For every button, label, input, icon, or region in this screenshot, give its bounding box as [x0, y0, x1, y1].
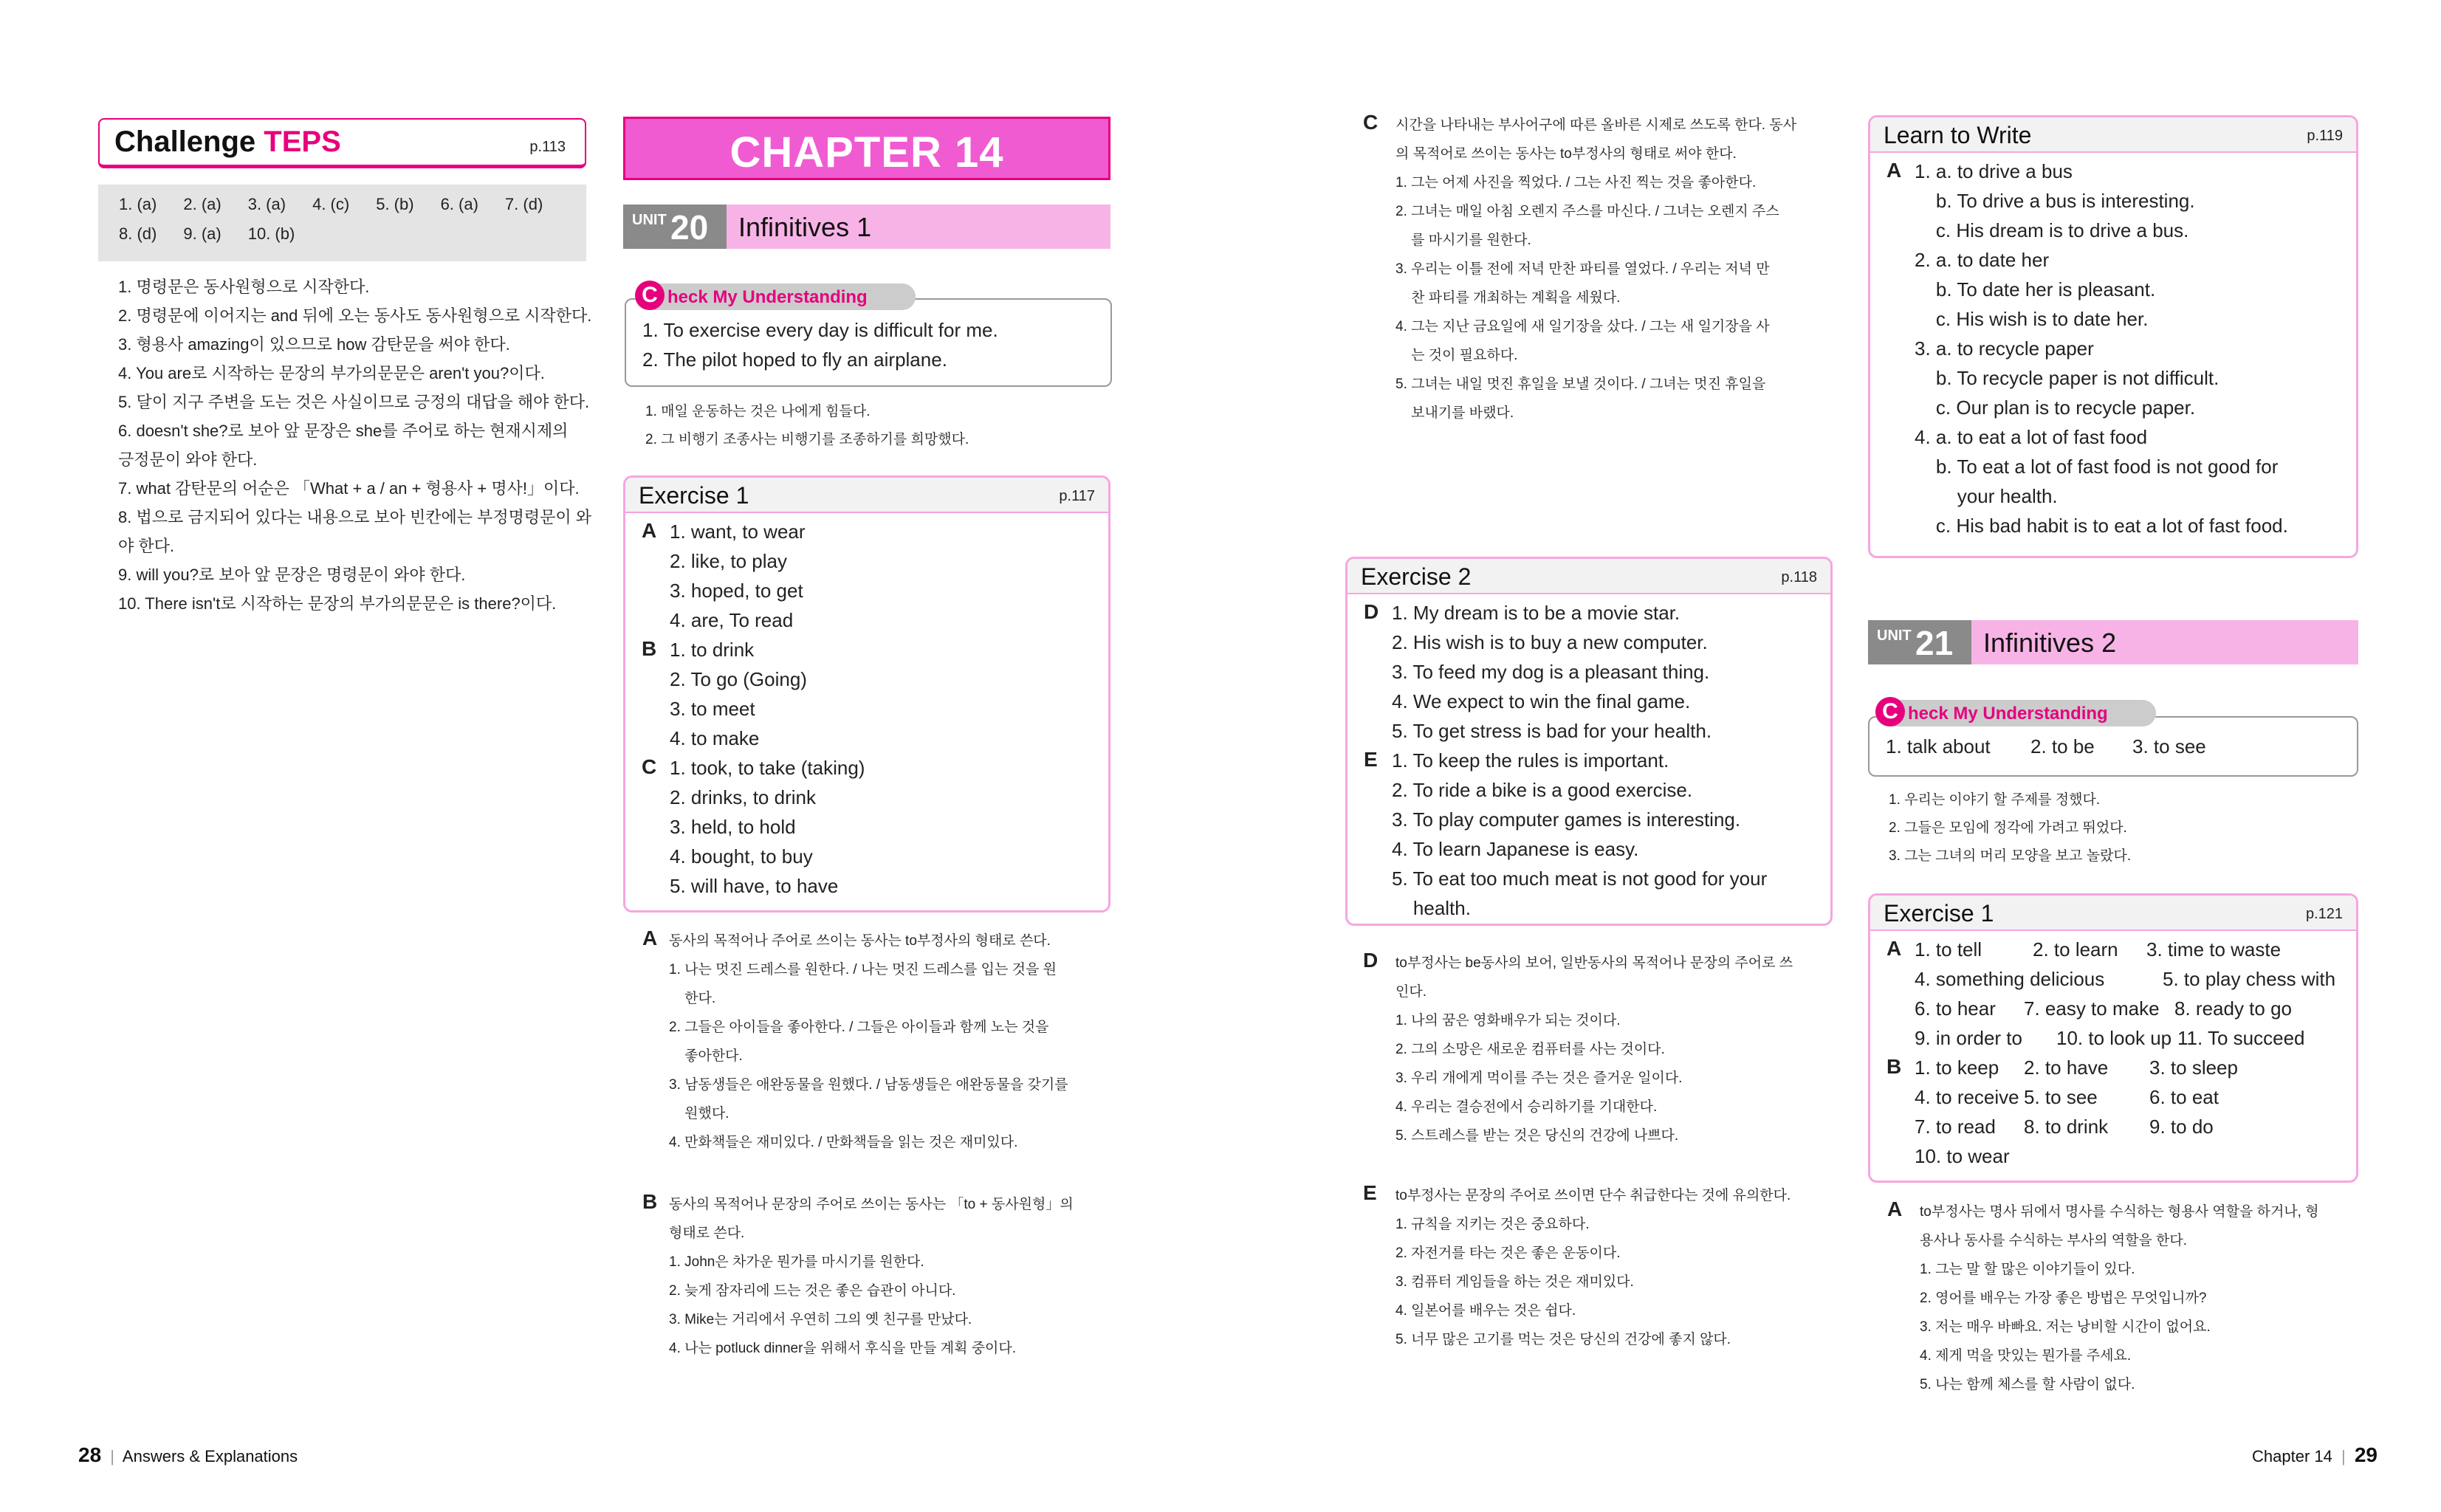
- explanation-line: 용사나 동사를 수식하는 부사의 역할을 한다.: [1920, 1233, 2188, 1248]
- check-understanding-box: [625, 298, 1112, 387]
- explanation-line: 1. 그는 어제 사진을 찍었다. / 그는 사진 찍는 것을 좋아한다.: [1395, 175, 1757, 190]
- answer-text: b. To recycle paper is not difficult.: [1915, 367, 2219, 389]
- page-ref: p.119: [2307, 128, 2343, 144]
- explanation-line: 긍정문이 와야 한다.: [118, 450, 258, 469]
- answer-text: 4. We expect to win the final game.: [1392, 690, 1691, 712]
- explanation-line: 3. 형용사 amazing이 있으므로 how 감탄문을 써야 한다.: [118, 335, 510, 354]
- explanation-line: 1. 나의 꿈은 영화배우가 되는 것이다.: [1395, 1013, 1621, 1028]
- answer-text: 2. like, to play: [670, 550, 787, 572]
- footer-label: Chapter 14: [2252, 1447, 2332, 1465]
- answer-text: 2. To ride a bike is a good exercise.: [1392, 779, 1693, 801]
- answer-text: health.: [1392, 897, 1471, 919]
- answer-text: 8. ready to go: [2174, 997, 2292, 1020]
- answer-text: b. To drive a bus is interesting.: [1915, 190, 2195, 212]
- answer-text: 3. time to waste: [2146, 938, 2282, 961]
- answer-text: 3. To feed my dog is a pleasant thing.: [1392, 661, 1710, 683]
- explanation-line: 5. 그녀는 내일 멋진 휴일을 보낼 것이다. / 그녀는 멋진 휴일을: [1395, 377, 1766, 392]
- explanation-line: 1. 나는 멋진 드레스를 원한다. / 나는 멋진 드레스를 입는 것을 원: [669, 962, 1057, 977]
- answer-text: 1. to keep: [1915, 1056, 1999, 1079]
- section-title: Learn to Write: [1884, 122, 2032, 148]
- answer-text: 8. to drink: [2024, 1116, 2109, 1138]
- answer-text: 2. To go (Going): [670, 668, 807, 690]
- answer-text: 3. To play computer games is interesting.: [1392, 808, 1741, 831]
- footer-label: Answers & Explanations: [122, 1447, 298, 1465]
- explanation-line: 4. 나는 potluck dinner을 위해서 후식을 만들 계획 중이다.: [669, 1341, 1017, 1356]
- check-c-icon: C: [1875, 697, 1905, 726]
- unit-badge: UNIT 21: [1868, 620, 1971, 664]
- answer-text: 2. to learn: [2033, 938, 2118, 961]
- explanation-line: 1. 그는 말 할 많은 이야기들이 있다.: [1920, 1262, 2135, 1277]
- unit-title: Infinitives 1: [738, 212, 872, 242]
- answer-text: c. Our plan is to recycle paper.: [1915, 396, 2196, 419]
- answer-text: 7. to read: [1915, 1116, 1996, 1138]
- answer-text: 2. drinks, to drink: [670, 786, 816, 808]
- explanation-line: 형태로 쓴다.: [669, 1226, 745, 1241]
- answer-text: your health.: [1915, 485, 2058, 507]
- answer-row: 8. (d) 9. (a) 10. (b): [119, 224, 295, 243]
- explanation-line: 한다.: [669, 991, 716, 1006]
- explanation-line: 는 것이 필요하다.: [1395, 348, 1518, 363]
- answer-text: 3. hoped, to get: [670, 580, 803, 602]
- learn-to-write-box: [1868, 115, 2358, 558]
- check-understanding-tag: C heck My Understanding: [635, 284, 916, 310]
- explanation-line: 2. 그녀는 매일 아침 오렌지 주스를 마신다. / 그녀는 오렌지 주스: [1395, 204, 1779, 219]
- section-letter: A: [1886, 937, 1902, 960]
- explanation-line: 4. 일본어를 배우는 것은 쉽다.: [1395, 1303, 1576, 1319]
- answer-text: 5. to see: [2024, 1086, 2098, 1108]
- explanation-line: 2. 자전거를 타는 것은 좋은 운동이다.: [1395, 1245, 1621, 1261]
- answer-row: 1. (a) 2. (a) 3. (a) 4. (c) 5. (b) 6. (a) 7. (d): [119, 195, 543, 213]
- challenge-page-ref: p.113: [529, 139, 566, 155]
- explanation-line: 4. 제게 먹을 맛있는 뭔가를 주세요.: [1920, 1348, 2132, 1364]
- answer-text: 4. a. to eat a lot of fast food: [1915, 426, 2148, 448]
- explanation-line: 원했다.: [669, 1106, 729, 1121]
- section-letter: B: [1886, 1055, 1902, 1078]
- section-letter: E: [1364, 748, 1378, 771]
- answer-text: 7. easy to make: [2024, 997, 2160, 1020]
- unit-badge: UNIT 20: [623, 205, 727, 249]
- answer-text: 2. a. to date her: [1915, 249, 2050, 271]
- answer-text: 3. to meet: [670, 698, 755, 720]
- unit-title: Infinitives 2: [1983, 628, 2117, 658]
- challenge-answer-key: [98, 185, 586, 261]
- answer-text: 5. to play chess with: [2163, 968, 2336, 990]
- section-letter: C: [642, 755, 657, 778]
- answer-text: 1. My dream is to be a movie star.: [1392, 602, 1680, 624]
- explanation-line: 4. You are로 시작하는 문장의 부가의문문은 aren't you?이다.: [118, 364, 545, 382]
- check-understanding-tag: C heck My Understanding: [1875, 700, 2156, 726]
- explanation-line: 8. 법으로 금지되어 있다는 내용으로 보아 빈칸에는 부정명령문이 와: [118, 508, 592, 526]
- explanation-line: 3. 우리는 이틀 전에 저녁 만찬 파티를 열었다. / 우리는 저녁 만: [1395, 261, 1770, 277]
- answer-text: 4. to receive: [1915, 1086, 2019, 1108]
- explanation-line: 5. 나는 함께 체스를 할 사람이 없다.: [1920, 1377, 2135, 1392]
- explanation-line: 4. 우리는 결승전에서 승리하기를 기대한다.: [1395, 1099, 1658, 1115]
- explanation-line: to부정사는 be동사의 보어, 일반동사의 목적어나 문장의 주어로 쓰: [1395, 955, 1793, 971]
- page-number: 28: [78, 1443, 102, 1466]
- answer-text: 9. in order to: [1915, 1027, 2022, 1049]
- section-letter: A: [642, 519, 657, 542]
- explanation-line: 3. 우리 개에게 먹이를 주는 것은 즐거운 일이다.: [1395, 1071, 1683, 1086]
- cmu-answer: 1. To exercise every day is difficult for me.: [642, 319, 998, 341]
- answer-text: 2. His wish is to buy a new computer.: [1392, 631, 1708, 653]
- answer-text: 1. took, to take (taking): [670, 757, 865, 779]
- explanation-line: 2. 명령문에 이어지는 and 뒤에 오는 동사도 동사원형으로 시작한다.: [118, 306, 592, 325]
- answer-text: 3. held, to hold: [670, 816, 796, 838]
- answer-text: c. His dream is to drive a bus.: [1915, 219, 2189, 241]
- explanation-line: 5. 너무 많은 고기를 먹는 것은 당신의 건강에 좋지 않다.: [1395, 1332, 1731, 1347]
- explanation-line: 3. 남동생들은 애완동물을 원했다. / 남동생들은 애완동물을 갖기를: [669, 1077, 1068, 1093]
- answer-text: 4. To learn Japanese is easy.: [1392, 838, 1639, 860]
- section-letter: A: [1886, 159, 1902, 182]
- explanation-line: 야 한다.: [118, 537, 174, 555]
- explanation-line: 찬 파티를 개최하는 계획을 세웠다.: [1395, 290, 1621, 306]
- explanation-line: 3. 컴퓨터 게임들을 하는 것은 재미있다.: [1395, 1274, 1634, 1290]
- explanation-line: to부정사는 명사 뒤에서 명사를 수식하는 형용사 역할을 하거나, 형: [1920, 1204, 2319, 1220]
- explanation-line: 1. John은 차가운 뭔가를 마시기를 원한다.: [669, 1254, 924, 1270]
- answer-text: 1. a. to drive a bus: [1915, 160, 2073, 182]
- answer-text: 3. a. to recycle paper: [1915, 337, 2094, 360]
- section-letter: D: [1364, 600, 1379, 623]
- page-number: 29: [2354, 1443, 2378, 1466]
- explanation-line: 동사의 목적어나 문장의 주어로 쓰이는 동사는 「to + 동사원형」의: [669, 1197, 1074, 1212]
- answer-text: 10. to look up: [2056, 1027, 2172, 1049]
- explanation-line: 시간을 나타내는 부사어구에 따른 올바른 시제로 쓰도록 한다. 동사: [1395, 117, 1797, 133]
- explanation-line: 2. 그들은 아이들을 좋아한다. / 그들은 아이들과 함께 노는 것을: [669, 1020, 1049, 1035]
- unit-20-bar: [623, 205, 1110, 249]
- cmu-answer: 2. The pilot hoped to fly an airplane.: [642, 348, 947, 371]
- answer-text: c. His bad habit is to eat a lot of fast food.: [1915, 515, 2288, 537]
- answer-text: 2. to have: [2024, 1056, 2109, 1079]
- explanation-line: 5. 스트레스를 받는 것은 당신의 건강에 나쁘다.: [1395, 1128, 1679, 1144]
- section-letter: B: [642, 637, 657, 660]
- answer-text: 4. are, To read: [670, 609, 794, 631]
- explanation-line: 10. There isn't로 시작하는 문장의 부가의문문은 is there?이다.: [118, 594, 557, 613]
- explanation-line: 3. Mike는 거리에서 우연히 그의 옛 친구를 만났다.: [669, 1312, 972, 1327]
- exercise-title: Exercise 1: [1884, 900, 1994, 927]
- check-understanding-box: 1. talk about 2. to be 3. to see: [1868, 716, 2358, 777]
- challenge-title: Challenge TEPS: [114, 126, 341, 158]
- explanation-line: 9. will you?로 보아 앞 문장은 명령문이 와야 한다.: [118, 566, 466, 584]
- explanation-line: 5. 달이 지구 주변을 도는 것은 사실이므로 긍정의 대답을 해야 한다.: [118, 393, 590, 411]
- check-c-icon: C: [635, 281, 665, 310]
- answer-text: 4. bought, to buy: [670, 845, 813, 867]
- answer-text: 3. to sleep: [2149, 1056, 2238, 1079]
- page-ref: p.117: [1059, 488, 1095, 504]
- explanation-line: 인다.: [1395, 984, 1427, 1000]
- explanation-line: 좋아한다.: [669, 1048, 743, 1064]
- chapter-banner: [623, 117, 1110, 180]
- answer-text: 1. To keep the rules is important.: [1392, 749, 1669, 772]
- footer-right: Chapter 14 | 29: [2252, 1443, 2378, 1466]
- page-ref: p.121: [2305, 906, 2343, 922]
- explanation-line: 의 목적어로 쓰이는 동사는 to부정사의 형태로 써야 한다.: [1395, 146, 1737, 162]
- explanation-line: 2. 늦게 잠자리에 드는 것은 좋은 습관이 아니다.: [669, 1283, 956, 1299]
- explanation-line: 2. 영어를 배우는 가장 좋은 방법은 무엇입니까?: [1920, 1291, 2207, 1306]
- exercise-2-box: [1345, 557, 1833, 926]
- exercise-title: Exercise 1: [639, 482, 749, 509]
- answer-text: 5. To eat too much meat is not good for your: [1392, 867, 1768, 890]
- answer-text: 6. to hear: [1915, 997, 1996, 1020]
- explanation-line: 2. 그의 소망은 새로운 컴퓨터를 사는 것이다.: [1395, 1042, 1665, 1057]
- chapter-title: CHAPTER 14: [729, 128, 1004, 176]
- explanation-line: 4. 그는 지난 금요일에 새 일기장을 샀다. / 그는 새 일기장을 사: [1395, 319, 1770, 334]
- explanation-line: 4. 만화책들은 재미있다. / 만화책들을 읽는 것은 재미있다.: [669, 1135, 1018, 1150]
- explanation-line: 동사의 목적어나 주어로 쓰이는 동사는 to부정사의 형태로 쓴다.: [669, 933, 1051, 949]
- explanation-line: 1. 명령문은 동사원형으로 시작한다.: [118, 278, 370, 296]
- explanation-line: 3. 저는 매우 바빠요. 저는 낭비할 시간이 없어요.: [1920, 1319, 2211, 1335]
- explanation-line: 1. 규칙을 지키는 것은 중요하다.: [1395, 1217, 1590, 1232]
- answer-text: 10. to wear: [1915, 1145, 2010, 1167]
- explanation-line: 7. what 감탄문의 어순은 「What + a / an + 형용사 + 명사!」이다.: [118, 479, 580, 498]
- answer-text: c. His wish is to date her.: [1915, 308, 2149, 330]
- answer-text: 4. to make: [670, 727, 760, 749]
- answer-text: 6. to eat: [2149, 1086, 2219, 1108]
- answer-text: 4. something delicious: [1915, 968, 2105, 990]
- answer-text: b. To eat a lot of fast food is not good for: [1915, 456, 2279, 478]
- explanation-line: to부정사는 문장의 주어로 쓰이면 단수 취급한다는 것에 유의한다.: [1395, 1188, 1791, 1203]
- explanation-line: 6. doesn't she?로 보아 앞 문장은 she를 주어로 하는 현재시제의: [118, 422, 569, 440]
- page-ref: p.118: [1781, 569, 1817, 585]
- exercise-title: Exercise 2: [1361, 563, 1472, 590]
- answer-text: 5. will have, to have: [670, 875, 839, 897]
- answer-text: 1. want, to wear: [670, 520, 806, 543]
- answer-text: 9. to do: [2149, 1116, 2214, 1138]
- exercise-1-box-unit21: [1868, 893, 2358, 1183]
- footer-left: 28 | Answers & Explanations: [78, 1443, 298, 1466]
- answer-text: 11. To succeed: [2177, 1027, 2305, 1049]
- explanation-line: 보내기를 바랬다.: [1395, 405, 1514, 421]
- unit-21-bar: [1868, 620, 2358, 664]
- answer-text: 1. to drink: [670, 639, 755, 661]
- answer-text: 1. to tell: [1915, 938, 1982, 961]
- answer-text: 5. To get stress is bad for your health.: [1392, 720, 1712, 742]
- challenge-teps-header: [98, 118, 586, 168]
- exercise-1-box: [623, 475, 1110, 913]
- answer-text: b. To date her is pleasant.: [1915, 278, 2156, 300]
- explanation-line: 를 마시기를 원한다.: [1395, 233, 1531, 248]
